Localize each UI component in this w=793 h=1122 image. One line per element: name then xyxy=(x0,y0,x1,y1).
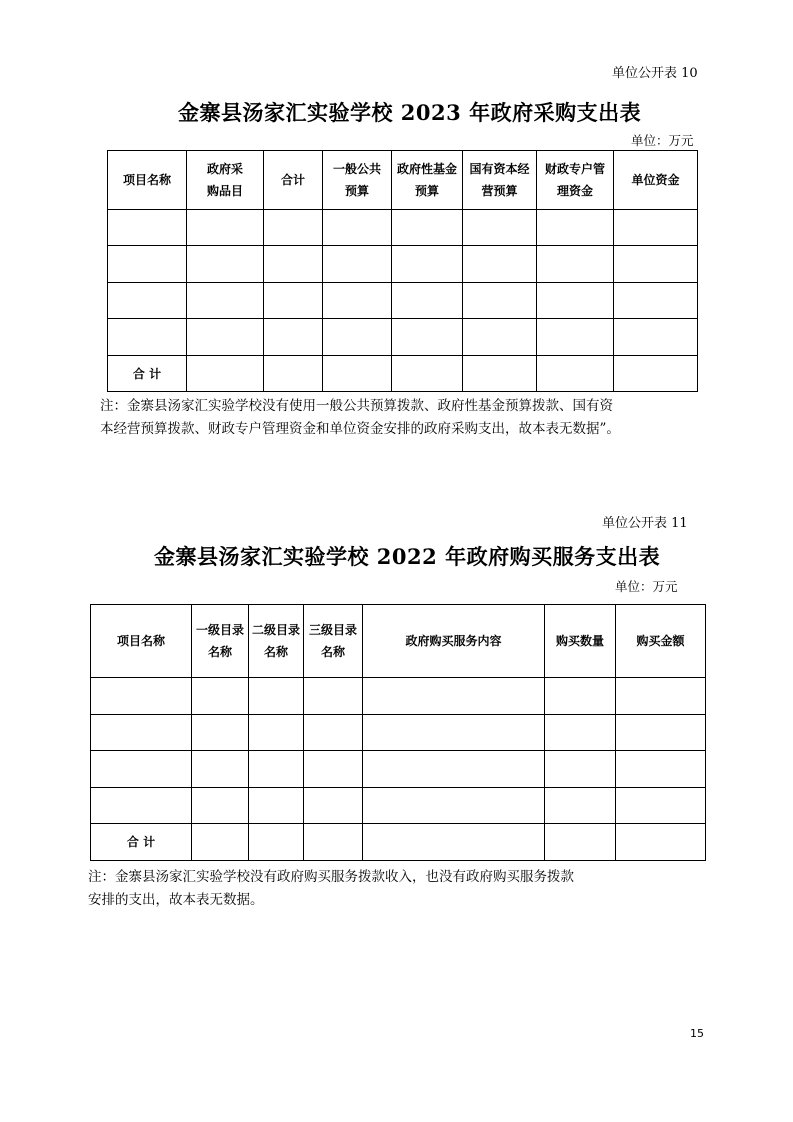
header-text: 一级目录名称 xyxy=(195,623,244,659)
table-total-row xyxy=(91,824,706,861)
table-cell xyxy=(363,751,545,788)
table-cell xyxy=(614,246,698,283)
table-row xyxy=(91,788,706,824)
table-cell xyxy=(614,210,698,246)
table2-title: 金寨县汤家汇实验学校 2022 年政府购买服务支出表 xyxy=(154,544,661,569)
table-cell xyxy=(249,715,304,751)
table-cell xyxy=(392,356,463,392)
header-cell xyxy=(537,151,614,210)
header-text: 财政专户管理资金 xyxy=(544,162,605,198)
table-cell xyxy=(192,678,249,715)
note-line: 注：金寨县汤家汇实验学校没有政府购买服务拨款收入，也没有政府购买服务拨款 xyxy=(88,869,574,885)
table-cell xyxy=(323,319,392,356)
procurement-table xyxy=(107,150,698,392)
table-cell xyxy=(392,283,463,319)
table-row xyxy=(108,283,698,319)
table-cell xyxy=(614,319,698,356)
table-row xyxy=(108,210,698,246)
table1-note xyxy=(100,395,620,441)
table-cell xyxy=(91,715,192,751)
table-cell xyxy=(249,824,304,861)
table-cell xyxy=(264,319,323,356)
table1-title: 金寨县汤家汇实验学校 2023 年政府采购支出表 xyxy=(178,100,642,125)
header-cell: 项目名称 xyxy=(91,605,192,678)
table-row xyxy=(91,715,706,751)
table-row xyxy=(91,678,706,715)
table-cell xyxy=(304,678,363,715)
header-cell xyxy=(192,605,249,678)
note-line: 注：金寨县汤家汇实验学校没有使用一般公共预算拨款、政府性基金预算拨款、国有资 xyxy=(100,398,613,414)
header-text: 二级目录名称 xyxy=(251,623,300,659)
table-cell xyxy=(616,788,706,824)
table-cell xyxy=(537,210,614,246)
table-cell xyxy=(323,356,392,392)
table-cell xyxy=(323,210,392,246)
table-cell xyxy=(545,678,616,715)
header-text: 政府性基金预算 xyxy=(396,162,457,198)
table-cell xyxy=(91,788,192,824)
table-cell xyxy=(545,751,616,788)
table-cell xyxy=(192,715,249,751)
table-cell xyxy=(545,715,616,751)
table-cell xyxy=(187,210,264,246)
table-total-row xyxy=(108,356,698,392)
table-cell xyxy=(323,246,392,283)
table-cell xyxy=(91,751,192,788)
header-cell: 购买金额 xyxy=(616,605,706,678)
table-cell xyxy=(264,246,323,283)
table-cell xyxy=(616,715,706,751)
note-line: 本经营预算拨款、财政专户管理资金和单位资金安排的政府采购支出，故本表无数据”。 xyxy=(100,421,620,437)
table-cell xyxy=(264,356,323,392)
header-cell: 政府购买服务内容 xyxy=(363,605,545,678)
header-cell xyxy=(392,151,463,210)
total-label: 合 计 xyxy=(108,356,187,392)
header-cell: 项目名称 xyxy=(108,151,187,210)
table-cell xyxy=(537,246,614,283)
note-line: 安排的支出，故本表无数据。 xyxy=(88,892,264,908)
table2-unit: 单位：万元 xyxy=(615,579,678,594)
header-cell: 购买数量 xyxy=(545,605,616,678)
page-number: 15 xyxy=(690,1027,704,1040)
table2-note xyxy=(88,866,574,912)
table-cell xyxy=(108,246,187,283)
header-cell: 单位资金 xyxy=(614,151,698,210)
table-cell xyxy=(463,319,537,356)
header-text: 三级目录名称 xyxy=(308,623,357,659)
table-cell xyxy=(304,788,363,824)
table-cell xyxy=(264,210,323,246)
header-text: 政府采购品目 xyxy=(206,162,243,198)
table-cell xyxy=(392,210,463,246)
table2-tag: 单位公开表 11 xyxy=(602,516,688,531)
table-cell xyxy=(108,210,187,246)
table-cell xyxy=(537,319,614,356)
table-cell xyxy=(545,824,616,861)
table-cell xyxy=(463,283,537,319)
table-cell xyxy=(323,283,392,319)
table-cell xyxy=(363,788,545,824)
table-row xyxy=(108,246,698,283)
table-row xyxy=(108,319,698,356)
table-cell xyxy=(192,751,249,788)
table-cell xyxy=(249,751,304,788)
table1-unit: 单位：万元 xyxy=(631,133,694,148)
header-cell: 合计 xyxy=(264,151,323,210)
table-cell xyxy=(363,715,545,751)
table-cell xyxy=(192,824,249,861)
table-cell xyxy=(363,678,545,715)
header-text: 一般公共预算 xyxy=(332,162,381,198)
table-cell xyxy=(616,751,706,788)
table-header-row xyxy=(91,605,706,678)
table-cell xyxy=(108,319,187,356)
table-cell xyxy=(614,283,698,319)
table-cell xyxy=(545,788,616,824)
table-cell xyxy=(187,356,264,392)
table-cell xyxy=(537,283,614,319)
service-purchase-table xyxy=(90,604,706,861)
table-cell xyxy=(108,283,187,319)
table-cell xyxy=(616,824,706,861)
header-cell xyxy=(323,151,392,210)
header-cell xyxy=(187,151,264,210)
table1-tag: 单位公开表 10 xyxy=(612,66,698,81)
table-cell xyxy=(614,356,698,392)
table-cell xyxy=(249,788,304,824)
header-cell xyxy=(249,605,304,678)
table-cell xyxy=(187,246,264,283)
header-cell xyxy=(463,151,537,210)
table-cell xyxy=(363,824,545,861)
table-cell xyxy=(463,356,537,392)
table-cell xyxy=(304,824,363,861)
table-cell xyxy=(392,246,463,283)
table-cell xyxy=(537,356,614,392)
table-cell xyxy=(264,283,323,319)
table-cell xyxy=(616,678,706,715)
header-text: 国有资本经营预算 xyxy=(469,162,530,198)
table-cell xyxy=(304,751,363,788)
table-cell xyxy=(192,788,249,824)
table-cell xyxy=(463,210,537,246)
table-cell xyxy=(392,319,463,356)
table-cell xyxy=(187,319,264,356)
table-cell xyxy=(304,715,363,751)
header-cell xyxy=(304,605,363,678)
table-header-row xyxy=(108,151,698,210)
table-cell xyxy=(463,246,537,283)
table-cell xyxy=(249,678,304,715)
table-cell xyxy=(91,678,192,715)
table-cell xyxy=(187,283,264,319)
table-row xyxy=(91,751,706,788)
total-label: 合 计 xyxy=(91,824,192,861)
